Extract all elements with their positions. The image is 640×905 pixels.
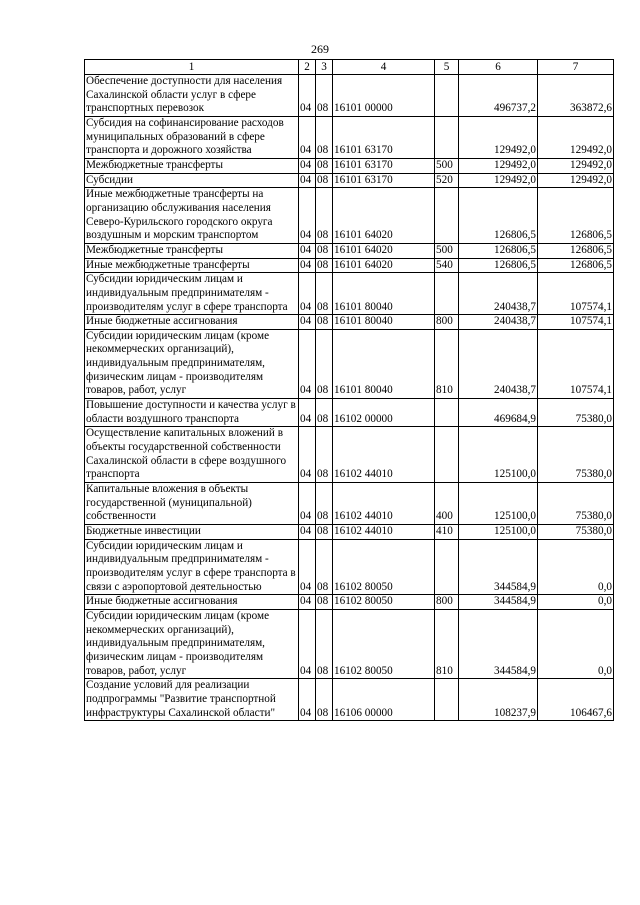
expense-type-code: 410 bbox=[435, 525, 459, 540]
target-article-code: 16106 00000 bbox=[333, 679, 435, 721]
target-article-code: 16102 44010 bbox=[333, 427, 435, 483]
expense-type-code: 500 bbox=[435, 243, 459, 258]
amount-col-7: 0,0 bbox=[538, 539, 614, 595]
table-row bbox=[85, 158, 614, 173]
amount-col-7: 0,0 bbox=[538, 595, 614, 610]
amount-col-6: 126806,5 bbox=[459, 243, 538, 258]
target-article-code: 16102 80050 bbox=[333, 595, 435, 610]
target-article-code: 16101 64020 bbox=[333, 243, 435, 258]
row-description: Капитальные вложения в объекты государственной (муниципальной) собственности bbox=[85, 483, 299, 525]
amount-col-6: 240438,7 bbox=[459, 329, 538, 398]
amount-col-6: 129492,0 bbox=[459, 158, 538, 173]
table-row bbox=[85, 609, 614, 678]
page-number: 269 bbox=[311, 42, 329, 56]
expense-type-code: 810 bbox=[435, 329, 459, 398]
amount-col-7: 75380,0 bbox=[538, 399, 614, 427]
section-code: 04 bbox=[299, 483, 316, 525]
row-description: Субсидии юридическим лицам и индивидуальным предпринимателям - производителям услуг в сфере транспорта в связи с аэропортовой деятельностью bbox=[85, 539, 299, 595]
table-row bbox=[85, 315, 614, 330]
table-row bbox=[85, 258, 614, 273]
section-code: 04 bbox=[299, 258, 316, 273]
target-article-code: 16101 80040 bbox=[333, 273, 435, 315]
table-row bbox=[85, 679, 614, 721]
row-description: Осуществление капитальных вложений в объекты государственной собственности Сахалинской области в сфере воздушного транспорта bbox=[85, 427, 299, 483]
expense-type-code bbox=[435, 116, 459, 158]
amount-col-7: 126806,5 bbox=[538, 258, 614, 273]
table-row bbox=[85, 243, 614, 258]
amount-col-6: 240438,7 bbox=[459, 315, 538, 330]
table-row bbox=[85, 525, 614, 540]
budget-table bbox=[84, 59, 614, 721]
amount-col-7: 107574,1 bbox=[538, 315, 614, 330]
expense-type-code: 520 bbox=[435, 173, 459, 188]
row-description: Повышение доступности и качества услуг в области воздушного транспорта bbox=[85, 399, 299, 427]
subsection-code: 08 bbox=[316, 243, 333, 258]
amount-col-7: 363872,6 bbox=[538, 75, 614, 117]
row-description: Создание условий для реализации подпрограммы "Развитие транспортной инфраструктуры Сахалинской области" bbox=[85, 679, 299, 721]
amount-col-7: 126806,5 bbox=[538, 188, 614, 244]
section-code: 04 bbox=[299, 609, 316, 678]
expense-type-code bbox=[435, 273, 459, 315]
table-row bbox=[85, 329, 614, 398]
section-code: 04 bbox=[299, 75, 316, 117]
amount-col-6: 129492,0 bbox=[459, 116, 538, 158]
amount-col-6: 125100,0 bbox=[459, 427, 538, 483]
table-row bbox=[85, 116, 614, 158]
row-description: Субсидия на софинансирование расходов муниципальных образований в сфере транспорта и дорожного хозяйства bbox=[85, 116, 299, 158]
target-article-code: 16102 44010 bbox=[333, 525, 435, 540]
subsection-code: 08 bbox=[316, 483, 333, 525]
amount-col-7: 75380,0 bbox=[538, 427, 614, 483]
target-article-code: 16102 80050 bbox=[333, 539, 435, 595]
table-row bbox=[85, 483, 614, 525]
amount-col-7: 129492,0 bbox=[538, 158, 614, 173]
amount-col-6: 496737,2 bbox=[459, 75, 538, 117]
subsection-code: 08 bbox=[316, 173, 333, 188]
table-header-row bbox=[85, 60, 614, 75]
amount-col-6: 126806,5 bbox=[459, 188, 538, 244]
section-code: 04 bbox=[299, 273, 316, 315]
target-article-code: 16101 00000 bbox=[333, 75, 435, 117]
section-code: 04 bbox=[299, 427, 316, 483]
target-article-code: 16102 00000 bbox=[333, 399, 435, 427]
amount-col-7: 75380,0 bbox=[538, 525, 614, 540]
header-col-4: 4 bbox=[333, 60, 435, 75]
amount-col-6: 344584,9 bbox=[459, 609, 538, 678]
header-col-6: 6 bbox=[459, 60, 538, 75]
section-code: 04 bbox=[299, 116, 316, 158]
header-col-7: 7 bbox=[538, 60, 614, 75]
section-code: 04 bbox=[299, 329, 316, 398]
header-col-3: 3 bbox=[316, 60, 333, 75]
target-article-code: 16101 64020 bbox=[333, 188, 435, 244]
amount-col-7: 106467,6 bbox=[538, 679, 614, 721]
expense-type-code: 540 bbox=[435, 258, 459, 273]
row-description: Субсидии юридическим лицам (кроме некоммерческих организаций), индивидуальным предпринимателям, физическим лицам - производителям товаров, работ, услуг bbox=[85, 609, 299, 678]
subsection-code: 08 bbox=[316, 595, 333, 610]
subsection-code: 08 bbox=[316, 258, 333, 273]
expense-type-code bbox=[435, 539, 459, 595]
amount-col-7: 107574,1 bbox=[538, 273, 614, 315]
expense-type-code: 810 bbox=[435, 609, 459, 678]
target-article-code: 16101 63170 bbox=[333, 116, 435, 158]
expense-type-code bbox=[435, 188, 459, 244]
expense-type-code: 800 bbox=[435, 595, 459, 610]
subsection-code: 08 bbox=[316, 158, 333, 173]
subsection-code: 08 bbox=[316, 609, 333, 678]
row-description: Иные бюджетные ассигнования bbox=[85, 595, 299, 610]
amount-col-6: 344584,9 bbox=[459, 595, 538, 610]
section-code: 04 bbox=[299, 188, 316, 244]
subsection-code: 08 bbox=[316, 75, 333, 117]
table-row bbox=[85, 188, 614, 244]
subsection-code: 08 bbox=[316, 427, 333, 483]
amount-col-6: 125100,0 bbox=[459, 483, 538, 525]
row-description: Иные межбюджетные трансферты bbox=[85, 258, 299, 273]
subsection-code: 08 bbox=[316, 679, 333, 721]
expense-type-code bbox=[435, 679, 459, 721]
expense-type-code bbox=[435, 427, 459, 483]
expense-type-code: 400 bbox=[435, 483, 459, 525]
target-article-code: 16101 63170 bbox=[333, 173, 435, 188]
section-code: 04 bbox=[299, 595, 316, 610]
target-article-code: 16101 80040 bbox=[333, 315, 435, 330]
amount-col-7: 0,0 bbox=[538, 609, 614, 678]
target-article-code: 16101 80040 bbox=[333, 329, 435, 398]
table-row bbox=[85, 173, 614, 188]
expense-type-code: 800 bbox=[435, 315, 459, 330]
target-article-code: 16101 64020 bbox=[333, 258, 435, 273]
table-row bbox=[85, 427, 614, 483]
subsection-code: 08 bbox=[316, 525, 333, 540]
section-code: 04 bbox=[299, 399, 316, 427]
amount-col-7: 129492,0 bbox=[538, 173, 614, 188]
header-col-1: 1 bbox=[85, 60, 299, 75]
subsection-code: 08 bbox=[316, 188, 333, 244]
section-code: 04 bbox=[299, 158, 316, 173]
expense-type-code bbox=[435, 399, 459, 427]
amount-col-7: 75380,0 bbox=[538, 483, 614, 525]
row-description: Субсидии юридическим лицам (кроме некоммерческих организаций), индивидуальным предпринимателям, физическим лицам - производителям товаров, работ, услуг bbox=[85, 329, 299, 398]
section-code: 04 bbox=[299, 679, 316, 721]
row-description: Межбюджетные трансферты bbox=[85, 243, 299, 258]
header-col-2: 2 bbox=[299, 60, 316, 75]
table-row bbox=[85, 539, 614, 595]
table-row bbox=[85, 75, 614, 117]
amount-col-7: 126806,5 bbox=[538, 243, 614, 258]
amount-col-6: 125100,0 bbox=[459, 525, 538, 540]
subsection-code: 08 bbox=[316, 116, 333, 158]
table-row bbox=[85, 273, 614, 315]
subsection-code: 08 bbox=[316, 399, 333, 427]
row-description: Субсидии bbox=[85, 173, 299, 188]
amount-col-6: 108237,9 bbox=[459, 679, 538, 721]
subsection-code: 08 bbox=[316, 539, 333, 595]
expense-type-code: 500 bbox=[435, 158, 459, 173]
section-code: 04 bbox=[299, 525, 316, 540]
amount-col-6: 469684,9 bbox=[459, 399, 538, 427]
subsection-code: 08 bbox=[316, 315, 333, 330]
target-article-code: 16101 63170 bbox=[333, 158, 435, 173]
target-article-code: 16102 44010 bbox=[333, 483, 435, 525]
section-code: 04 bbox=[299, 539, 316, 595]
row-description: Обеспечение доступности для населения Сахалинской области услуг в сфере транспортных перевозок bbox=[85, 75, 299, 117]
row-description: Иные бюджетные ассигнования bbox=[85, 315, 299, 330]
amount-col-6: 240438,7 bbox=[459, 273, 538, 315]
amount-col-6: 129492,0 bbox=[459, 173, 538, 188]
amount-col-6: 344584,9 bbox=[459, 539, 538, 595]
row-description: Межбюджетные трансферты bbox=[85, 158, 299, 173]
amount-col-7: 107574,1 bbox=[538, 329, 614, 398]
row-description: Иные межбюджетные трансферты на организацию обслуживания населения Северо-Курильского городского округа воздушным и морским транспортом bbox=[85, 188, 299, 244]
table-row bbox=[85, 399, 614, 427]
section-code: 04 bbox=[299, 315, 316, 330]
amount-col-7: 129492,0 bbox=[538, 116, 614, 158]
amount-col-6: 126806,5 bbox=[459, 258, 538, 273]
section-code: 04 bbox=[299, 173, 316, 188]
subsection-code: 08 bbox=[316, 329, 333, 398]
header-col-5: 5 bbox=[435, 60, 459, 75]
table-row bbox=[85, 595, 614, 610]
expense-type-code bbox=[435, 75, 459, 117]
subsection-code: 08 bbox=[316, 273, 333, 315]
row-description: Бюджетные инвестиции bbox=[85, 525, 299, 540]
section-code: 04 bbox=[299, 243, 316, 258]
target-article-code: 16102 80050 bbox=[333, 609, 435, 678]
row-description: Субсидии юридическим лицам и индивидуальным предпринимателям - производителям услуг в сфере транспорта bbox=[85, 273, 299, 315]
